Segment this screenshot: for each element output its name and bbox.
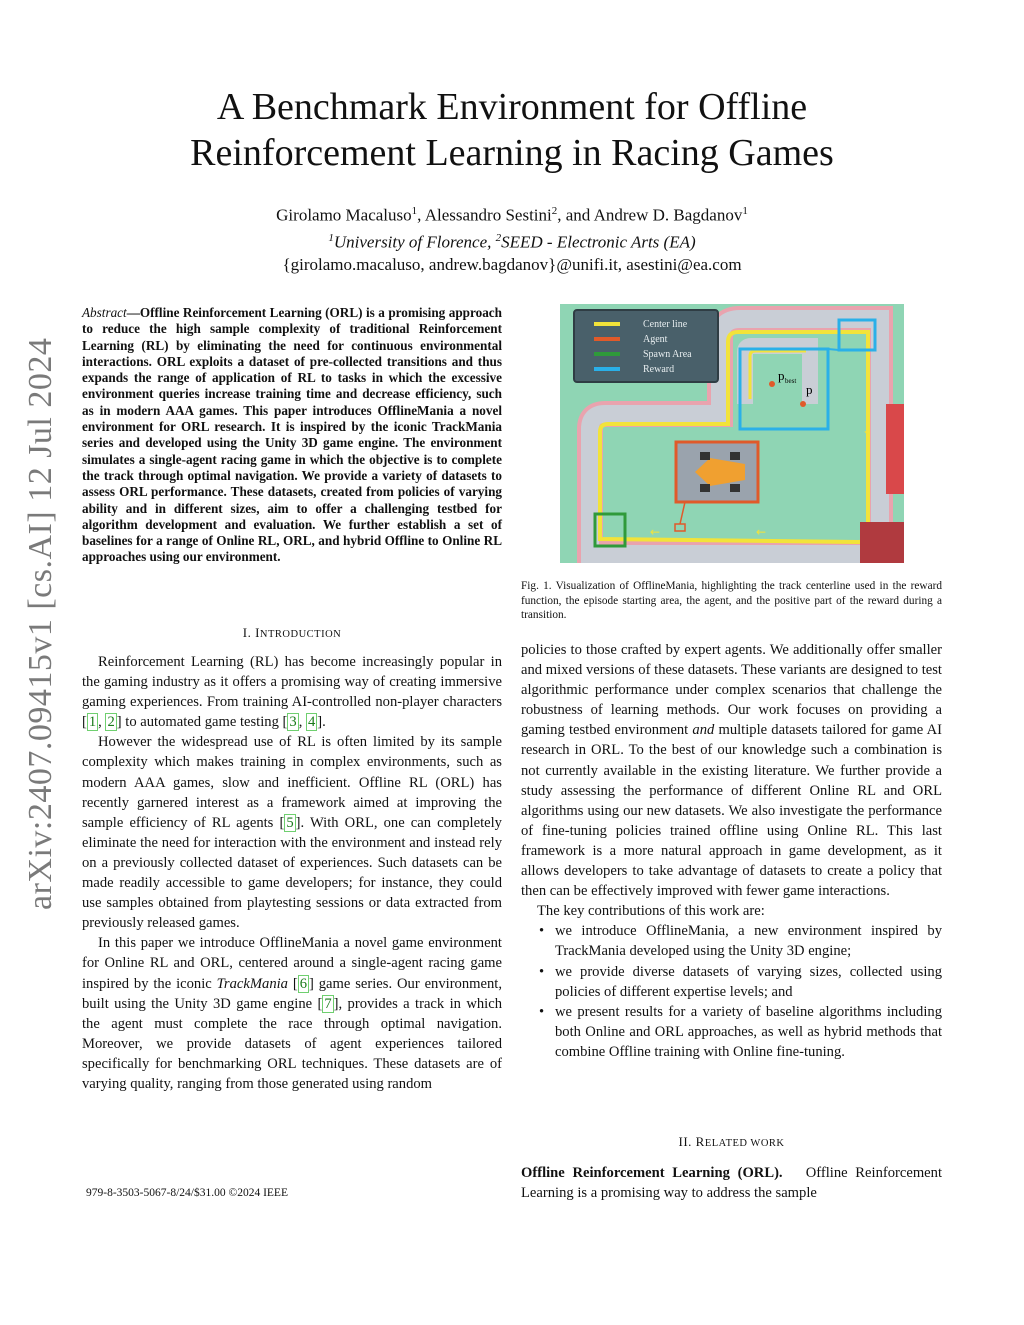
paper-title <box>100 84 924 176</box>
intro-paragraph-2: However the widespread use of RL is often limited by its sample complexity which makes training in complex environments, such as modern AAA games, slow and inefficient. Offline RL (ORL) has recently garnered interest as a framework aimed at improving the sample efficiency of RL agents [ 5 ]. With ORL, one can completely eliminate the need for interaction with the environment and instead rely on a previously collected dataset of experiences. Such datasets can be made readily accessible to game developers; for instance, they could use samples obtained from playtesting sessions or data extracted from previously released games. <box>82 734 502 932</box>
arxiv-identifier: arXiv:2407.09415v1 [cs.AI] 12 Jul 2024 <box>22 337 59 910</box>
figure-offlinemania-track <box>560 304 904 563</box>
direction-arrow-icon: ↓ <box>862 423 873 437</box>
section-heading-related-work: II. RELATED WORK <box>678 1134 785 1149</box>
car-wheel-4 <box>730 484 740 492</box>
affiliations: $^1$University of Florence, $^2$SEED - Electronic Arts (EA) <box>328 231 696 252</box>
p-label: p <box>806 382 813 397</box>
copyright-footer: 979-8-3503-5067-8/24/$31.00 ©2024 IEEE <box>86 1187 288 1199</box>
p-best-label: p <box>778 368 785 383</box>
related-work-paragraph: Offline Reinforcement Learning (ORL). Offline Reinforcement Learning is a promising way to address the sample <box>521 1165 946 1202</box>
car-wheel-1 <box>700 452 710 460</box>
figure-caption: Fig. 1. Visualization of OfflineMania, highlighting the track centerline used in the reward function, the episode starting area, the agent, and the positive part of the reward during a transition. <box>521 580 942 621</box>
list-item: • we introduce OfflineMania, a new environment inspired by TrackMania developed using the Unity 3D engine; <box>521 921 942 961</box>
intro-right-column <box>521 640 942 1062</box>
corner-stands <box>860 522 904 563</box>
section-heading-introduction: I. INTRODUCTION <box>242 625 342 640</box>
reward-connector <box>828 349 839 350</box>
author-block <box>100 200 924 276</box>
abstract-label: Abstract <box>82 305 127 320</box>
title-line-2: Reinforcement Learning in Racing Games <box>190 132 834 174</box>
legend-label-center-line: Center line <box>643 319 688 330</box>
agent-dot <box>800 401 806 407</box>
list-item: • we present results for a variety of baseline algorithms including both Online and ORL approaches, as well as hybrid methods that combine Offline training with Online fine-tuning. <box>521 1002 942 1062</box>
direction-arrow-icon: ← <box>650 525 661 539</box>
intro-paragraph-1: Reinforcement Learning (RL) has become increasingly popular in the gaming industry as it offers a promising way of creating immersive gaming experiences. From training AI-controlled non-player characters [ 1 , 2 ] to automated game testing [ 3 , 4 ]. <box>82 654 502 731</box>
intro-left-column <box>82 652 502 1094</box>
legend-label-spawn-area: Spawn Area <box>643 349 692 360</box>
citation-3[interactable]: 3 <box>289 714 297 731</box>
author-names: Girolamo Macaluso$^1$, Alessandro Sestini$^2$, and Andrew D. Bagdanov$^1$ <box>276 205 748 225</box>
citation-5[interactable]: 5 <box>286 814 294 831</box>
contributions-list <box>521 921 942 1062</box>
intro-paragraph-5: The key contributions of this work are: <box>537 903 765 920</box>
citation-7[interactable]: 7 <box>324 995 332 1012</box>
author-emails: {girolamo.macaluso, andrew.bagdanov}@unifi.it, asestini@ea.com <box>282 255 742 275</box>
intro-paragraph-3: In this paper we introduce OfflineMania a novel game environment for Online RL and ORL, centered around a single-agent racing game inspired by the iconic TrackMania [ 6 ] game series. Our environment, built using the Unity 3D game engine [ 7 ], provides a track in which the agent must complete the race through optimal navigation. Moreover, we provide datasets of agent experiences tailored specifically for benchmarking ORL techniques. These datasets are of varying quality, ranging from those generated using random <box>82 935 502 1092</box>
right-stands <box>886 404 904 494</box>
legend-label-agent: Agent <box>643 334 668 345</box>
car-wheel-3 <box>730 452 740 460</box>
car-wheel-2 <box>700 484 710 492</box>
citation-4[interactable]: 4 <box>307 714 316 731</box>
direction-arrow-icon: ← <box>756 525 767 539</box>
citation-6[interactable]: 6 <box>299 975 308 992</box>
agent-dot-best <box>769 381 775 387</box>
citation-1[interactable]: 1 <box>88 714 97 731</box>
list-item: • we provide diverse datasets of varying sizes, collected using policies of different expertise levels; and <box>521 962 942 1002</box>
citation-2[interactable]: 2 <box>107 714 115 731</box>
intro-paragraph-4: policies to those crafted by expert agents. We additionally offer smaller and mixed versions of these datasets. These variants are designed to test algorithmic performance under complex scenarios that challenge the robustness of learning methods. Our work focuses on providing a gaming testbed environment and multiple datasets tailored for game AI research in ORL. To the best of our knowledge such a combination is not currently available in the existing literature. We further provide a study assessing the performance of different Online RL and ORL algorithms using our new datasets. We also investigate the performance of fine-tuning policies trained offline using Online RL. This last framework is a more natural approach in game development, as it allows developers to take advantage of datasets to create a policy that then can be effectively improved with fewer game interactions. <box>521 642 942 900</box>
legend-label-reward: Reward <box>643 364 675 375</box>
track-visualization <box>560 304 904 563</box>
abstract: Abstract—Offline Reinforcement Learning (ORL) is a promising approach to reduce the high sample complexity of traditional Reinforcement Learning (RL) by eliminating the need for continuous environmental interactions. ORL exploits a dataset of pre-collected transitions and thus expands the range of application of RL to tasks in which the excessive environment queries increase training time and decrease efficiency, such as in modern AAA games. This paper introduces OfflineMania a novel environment for ORL research. It is inspired by the iconic TrackMania series and developed using the Unity 3D game engine. The environment simulates a single-agent racing game in which the objective is to complete the track through optimal navigation. We provide a variety of datasets to assess ORL performance. These datasets, created from policies of varying ability and in different sizes, aim to offer a challenging testbed for algorithm development and evaluation. We further establish a set of baselines for a range of Online RL, ORL, and hybrid Offline to Online RL approaches using our environment. <box>82 305 502 565</box>
related-work-lead: Offline Reinforcement Learning (ORL). <box>521 1165 783 1181</box>
title-line-1: A Benchmark Environment for Offline <box>216 86 808 128</box>
p-best-subscript: best <box>785 377 797 385</box>
